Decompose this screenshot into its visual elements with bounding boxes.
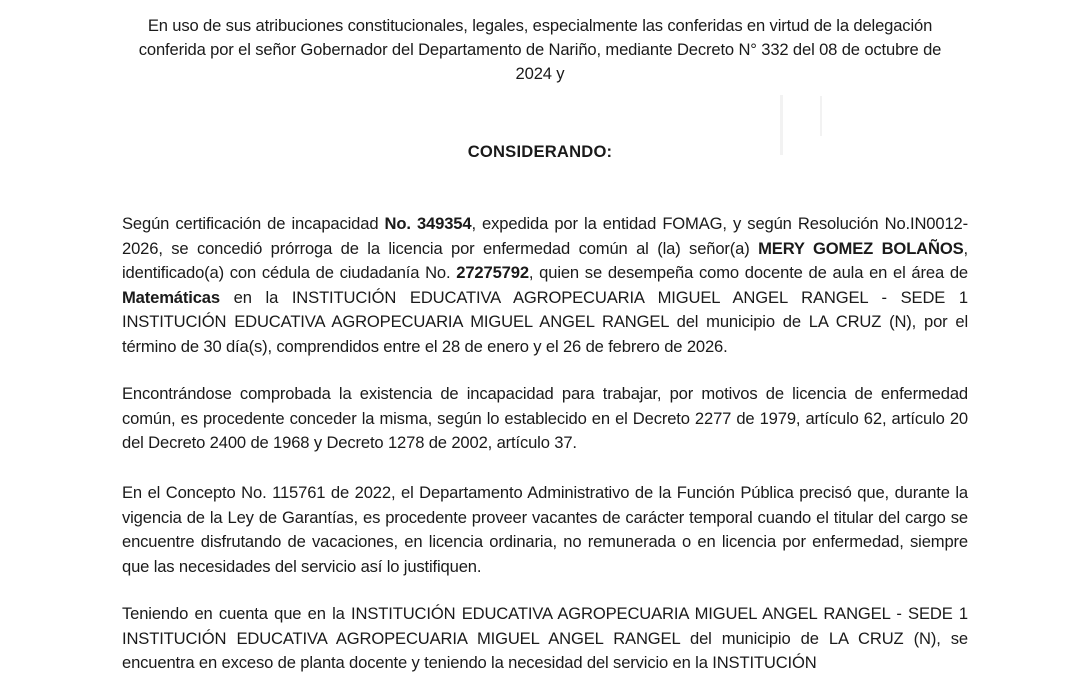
id-number: 27275792 [456, 263, 529, 283]
text-run: , identificado(a) con cédula de ciudadanía No. [122, 238, 968, 283]
paragraph-legal-basis: Encontrándose comprobada la existencia de incapacidad para trabajar, por motivos de licencia de enfermedad común, es procedente conceder la misma, según lo establecido en el Decreto 2277 de 1979, artículo 62, artículo 20 del Decreto 2400 de 1968 y Decreto 1278 de 2002, artículo 37. [122, 384, 968, 453]
intro-paragraph: En uso de sus atribuciones constitucionales, legales, especialmente las conferidas en virtud de la delegación conferida por el señor Gobernador del Departamento de Nariño, mediante Decreto N° 332 del 08 de octubre de 2024 y [138, 16, 942, 83]
scan-artifact [820, 96, 822, 136]
text-run: , quien se desempeña como docente de aula en el área de [528, 263, 968, 283]
text-run: , expedida por la entidad FOMAG, y según Resolución No.IN0012-2026, se concedió prórroga de la licencia por enfermedad común al (la) señor(a) [122, 214, 968, 258]
text-run: en la INSTITUCIÓN EDUCATIVA AGROPECUARIA MIGUEL ANGEL RANGEL - SEDE 1 INSTITUCIÓN EDUCATIVA AGROPECUARIA MIGUEL ANGEL RANGEL del municipio de LA CRUZ (N), por el término de 30 día(s), comprendidos entre el 28 de enero y el 26 de febrero de 2026. [122, 287, 968, 356]
text-run: Según certificación de incapacidad [122, 214, 385, 233]
paragraph-need: Teniendo en cuenta que en la INSTITUCIÓN EDUCATIVA AGROPECUARIA MIGUEL ANGEL RANGEL - SEDE 1 INSTITUCIÓN EDUCATIVA AGROPECUARIA MIGUEL ANGEL RANGEL del municipio de LA CRUZ (N), se encuentra en exceso de planta docente y teniendo la necesidad del servicio en la INSTITUCIÓN [122, 604, 968, 673]
paragraph-concept: En el Concepto No. 115761 de 2022, el Departamento Administrativo de la Función Pública precisó que, durante la vigencia de la Ley de Garantías, es procedente proveer vacantes de carácter temporal cuando el titular del cargo se encuentre disfrutando de vacaciones, en licencia ordinaria, no remunerada o en licencia por enfermedad, siempre que las necesidades del servicio así lo justifiquen. [122, 483, 968, 576]
subject-area: Matemáticas [122, 287, 220, 307]
paragraph-incapacity [122, 212, 968, 360]
person-name: MERY GOMEZ BOLAÑOS [758, 238, 964, 258]
certificate-number: No. 349354 [384, 214, 472, 233]
considerando-heading: CONSIDERANDO: [467, 142, 613, 161]
